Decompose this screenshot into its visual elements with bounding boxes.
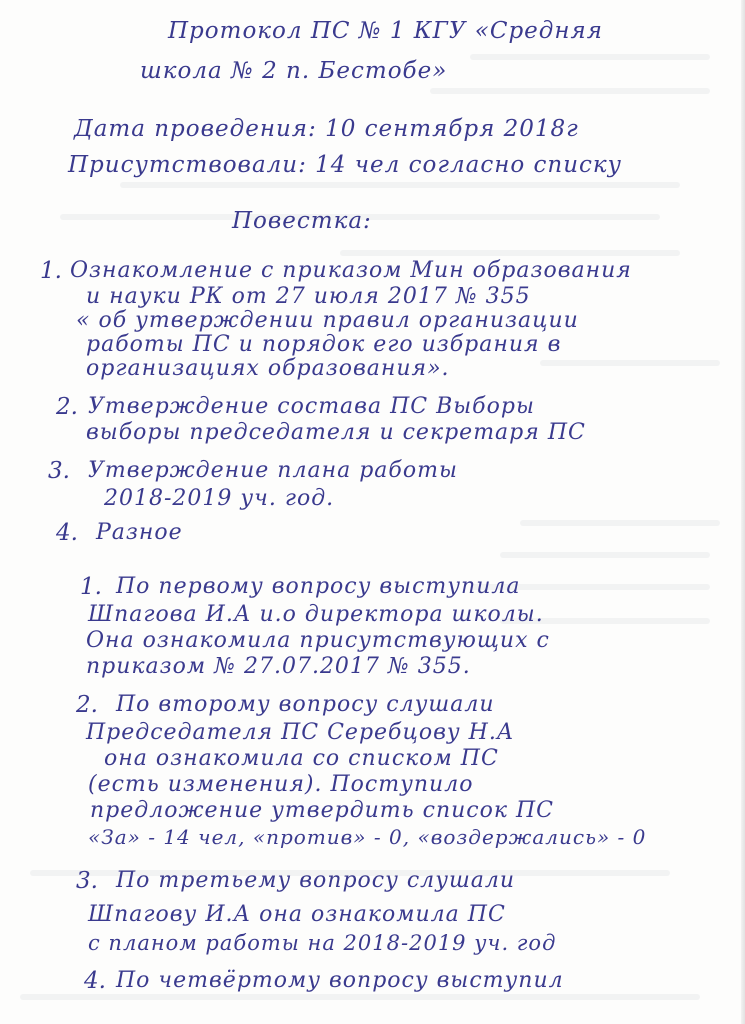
proceeding-line: приказом № 27.07.2017 № 355. xyxy=(86,654,471,679)
agenda-item-line: и науки РК от 27 июля 2017 № 355 xyxy=(86,284,531,309)
document-title-line-2: школа № 2 п. Бестобе» xyxy=(140,58,448,84)
proceeding-line: По первому вопросу выступила xyxy=(116,574,521,599)
proceeding-line: предложение утвердить список ПС xyxy=(90,798,555,823)
agenda-item-number: 3. xyxy=(48,458,70,484)
document-title-line-1: Протокол ПС № 1 КГУ «Средняя xyxy=(168,18,603,44)
bleed-through-mark xyxy=(430,88,710,94)
bleed-through-mark xyxy=(470,54,710,60)
proceeding-line: По четвёртому вопросу выступил xyxy=(116,968,564,993)
proceeding-line: По третьему вопросу слушали xyxy=(116,868,516,893)
proceeding-number: 2. xyxy=(76,692,98,718)
agenda-item-line: 2018-2019 уч. год. xyxy=(104,486,335,511)
proceeding-line: с планом работы на 2018-2019 уч. год xyxy=(88,931,557,955)
bleed-through-mark xyxy=(520,520,720,526)
proceeding-line: Председателя ПС Серебцову Н.А xyxy=(86,720,515,745)
meeting-date: Дата проведения: 10 сентября 2018г xyxy=(74,116,579,142)
proceeding-number: 1. xyxy=(80,574,102,600)
proceeding-line: Шпагову И.А она ознакомила ПС xyxy=(88,902,506,927)
bleed-through-mark xyxy=(120,182,680,188)
agenda-item-line: выборы председателя и секретаря ПС xyxy=(86,420,586,445)
proceeding-line: она ознакомила со списком ПС xyxy=(104,746,499,771)
agenda-item-line: Ознакомление с приказом Мин образования xyxy=(70,258,632,283)
agenda-item-line: Утверждение состава ПС Выборы xyxy=(88,394,535,419)
bleed-through-mark xyxy=(540,360,720,366)
proceeding-line: Она ознакомила присутствующих с xyxy=(86,628,550,653)
agenda-item-line: работы ПС и порядок его избрания в xyxy=(86,332,562,357)
proceeding-number: 3. xyxy=(76,868,98,894)
agenda-item-number: 2. xyxy=(56,394,78,420)
proceeding-line: По второму вопросу слушали xyxy=(116,692,495,717)
agenda-item-number: 4. xyxy=(56,520,78,546)
agenda-item-line: « об утверждении правил организации xyxy=(76,308,579,333)
page-edge-shadow xyxy=(741,0,745,1024)
agenda-title: Повестка: xyxy=(232,208,372,234)
proceeding-number: 4. xyxy=(84,968,106,994)
agenda-item-line: организациях образования». xyxy=(86,356,450,381)
attendees: Присутствовали: 14 чел согласно списку xyxy=(68,152,622,178)
agenda-item-line: Утверждение плана работы xyxy=(88,458,458,483)
agenda-item-number: 1. xyxy=(40,258,62,284)
agenda-item-line: Разное xyxy=(96,520,183,545)
proceeding-line: «За» - 14 чел, «против» - 0, «воздержались» - 0 xyxy=(88,825,647,849)
bleed-through-mark xyxy=(500,552,710,558)
proceeding-line: Шпагова И.А и.о директора школы. xyxy=(88,602,544,627)
proceeding-line: (есть изменения). Поступило xyxy=(88,772,474,797)
